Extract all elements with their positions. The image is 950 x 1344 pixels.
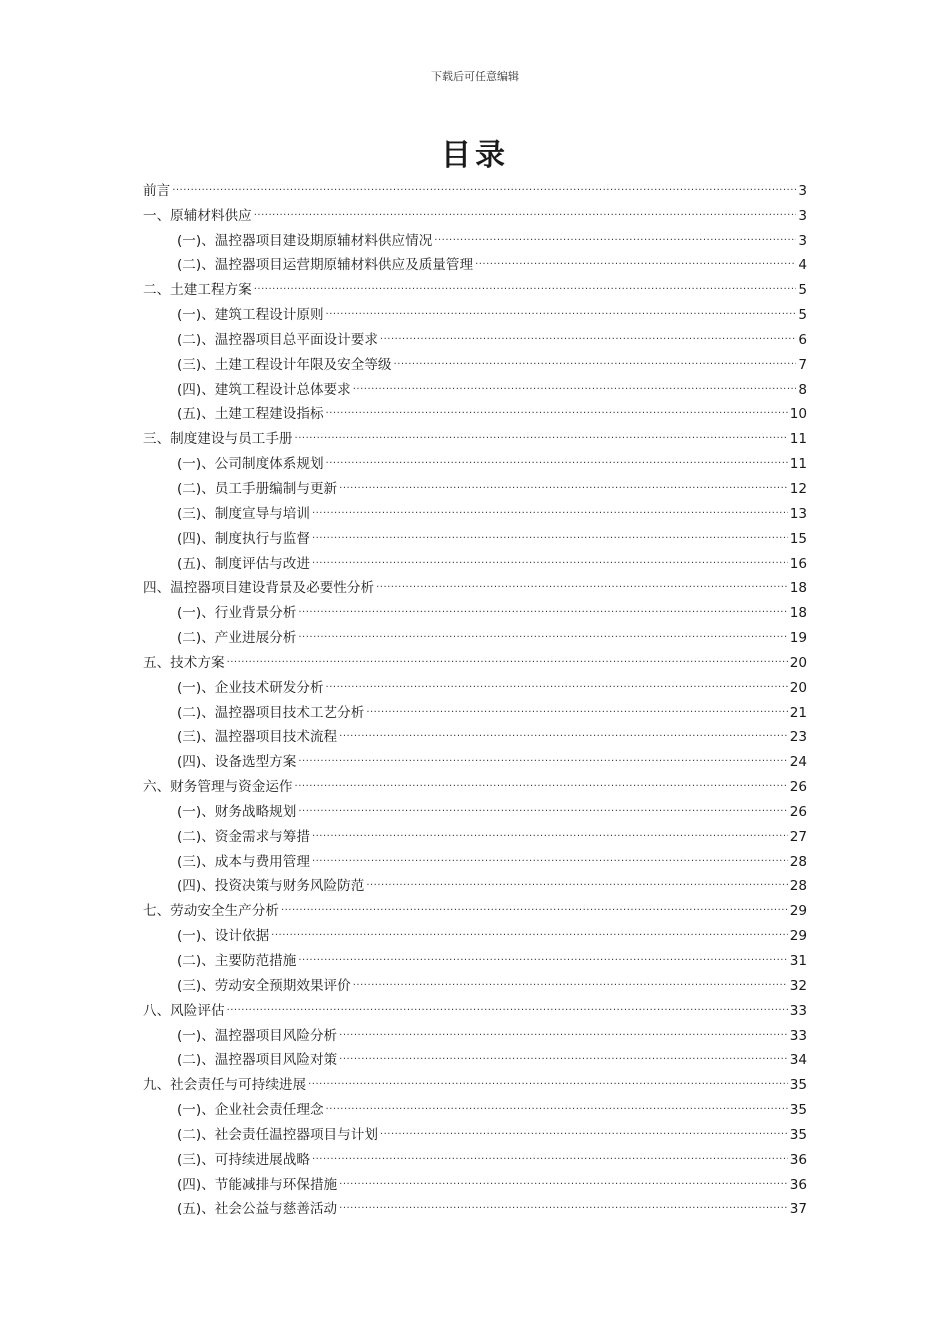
toc-entry-page-number: 37 bbox=[789, 1201, 807, 1218]
toc-entry-label: (五)、制度评估与改进 bbox=[177, 555, 310, 572]
toc-leader-dots bbox=[271, 923, 788, 943]
page-header: 下载后可任意编辑 bbox=[431, 70, 519, 83]
toc-entry[interactable] bbox=[143, 996, 807, 1021]
toc-leader-dots bbox=[434, 228, 796, 248]
toc-entry-page-number: 35 bbox=[789, 1077, 807, 1094]
toc-entry[interactable] bbox=[143, 1070, 807, 1095]
toc-entry[interactable] bbox=[143, 350, 807, 375]
toc-entry[interactable] bbox=[143, 400, 807, 425]
toc-entry-page-number: 3 bbox=[798, 207, 807, 224]
toc-entry[interactable] bbox=[143, 598, 807, 623]
toc-entry[interactable] bbox=[143, 1095, 807, 1120]
toc-leader-dots bbox=[281, 898, 788, 918]
toc-entry-label: (三)、制度宣导与培训 bbox=[177, 505, 310, 522]
toc-entry-page-number: 23 bbox=[789, 729, 807, 746]
toc-leader-dots bbox=[353, 377, 797, 397]
toc-entry[interactable] bbox=[143, 872, 807, 897]
toc-entry[interactable] bbox=[143, 1145, 807, 1170]
toc-entry[interactable] bbox=[143, 524, 807, 549]
toc-leader-dots bbox=[366, 700, 787, 720]
toc-entry[interactable] bbox=[143, 723, 807, 748]
toc-leader-dots bbox=[308, 1072, 788, 1092]
toc-entry[interactable] bbox=[143, 797, 807, 822]
toc-entry-page-number: 19 bbox=[789, 630, 807, 647]
toc-leader-dots bbox=[227, 998, 788, 1018]
toc-leader-dots bbox=[326, 1097, 788, 1117]
toc-entry[interactable] bbox=[143, 673, 807, 698]
toc-entry-label: (一)、企业社会责任理念 bbox=[177, 1102, 324, 1119]
toc-entry-page-number: 36 bbox=[789, 1151, 807, 1168]
toc-leader-dots bbox=[295, 774, 788, 794]
toc-entry-page-number: 20 bbox=[789, 654, 807, 671]
toc-entry[interactable] bbox=[143, 946, 807, 971]
toc-entry[interactable] bbox=[143, 896, 807, 921]
toc-entry-page-number: 5 bbox=[798, 282, 807, 299]
toc-entry-label: (三)、可持续进展战略 bbox=[177, 1151, 310, 1168]
toc-leader-dots bbox=[380, 327, 796, 347]
toc-leader-dots bbox=[298, 948, 787, 968]
toc-entry-page-number: 5 bbox=[798, 307, 807, 324]
toc-leader-dots bbox=[312, 1147, 788, 1167]
toc-entry-label: (一)、公司制度体系规划 bbox=[177, 456, 324, 473]
toc-entry-label: (二)、温控器项目运营期原辅材料供应及质量管理 bbox=[177, 257, 474, 274]
toc-entry-label: (二)、资金需求与筹措 bbox=[177, 828, 310, 845]
toc-leader-dots bbox=[227, 650, 788, 670]
toc-entry-page-number: 21 bbox=[789, 704, 807, 721]
toc-entry-page-number: 24 bbox=[789, 754, 807, 771]
toc-entry[interactable] bbox=[143, 648, 807, 673]
toc-leader-dots bbox=[295, 426, 788, 446]
toc-entry-page-number: 31 bbox=[789, 953, 807, 969]
toc-entry-label: (三)、温控器项目技术流程 bbox=[177, 729, 338, 746]
toc-entry[interactable] bbox=[143, 698, 807, 723]
toc-entry[interactable] bbox=[143, 1046, 807, 1071]
toc-entry-page-number: 4 bbox=[798, 257, 807, 274]
toc-entry-label: (四)、设备选型方案 bbox=[177, 754, 297, 771]
toc-leader-dots bbox=[326, 675, 788, 695]
toc-entry-page-number: 29 bbox=[789, 903, 807, 920]
toc-entry-label: (三)、劳动安全预期效果评价 bbox=[177, 977, 351, 994]
toc-entry-page-number: 20 bbox=[789, 679, 807, 696]
toc-leader-dots bbox=[298, 799, 787, 819]
toc-entry-label: (一)、温控器项目建设期原辅材料供应情况 bbox=[177, 232, 433, 249]
toc-entry-label: 一、原辅材料供应 bbox=[143, 207, 252, 224]
toc-entry[interactable] bbox=[143, 300, 807, 325]
toc-leader-dots bbox=[339, 724, 788, 744]
toc-entry-label: 八、风险评估 bbox=[143, 1002, 225, 1019]
toc-entry[interactable] bbox=[143, 847, 807, 872]
toc-entry[interactable] bbox=[143, 549, 807, 574]
toc-leader-dots bbox=[298, 749, 787, 769]
toc-entry-label: (四)、投资决策与财务风险防范 bbox=[177, 878, 365, 895]
toc-entry-label: (二)、温控器项目总平面设计要求 bbox=[177, 331, 378, 348]
toc-entry[interactable] bbox=[143, 375, 807, 400]
toc-entry-label: 九、社会责任与可持续进展 bbox=[143, 1077, 307, 1094]
toc-entry-label: (一)、行业背景分析 bbox=[177, 605, 297, 622]
toc-entry-label: (一)、温控器项目风险分析 bbox=[177, 1027, 338, 1044]
toc-leader-dots bbox=[254, 277, 797, 297]
toc-entry[interactable] bbox=[143, 1170, 807, 1195]
toc-entry-label: (五)、社会公益与慈善活动 bbox=[177, 1201, 338, 1218]
toc-entry-page-number: 32 bbox=[789, 977, 807, 994]
toc-entry-page-number: 13 bbox=[789, 505, 807, 522]
toc-entry[interactable] bbox=[143, 1195, 807, 1220]
toc-entry[interactable] bbox=[143, 623, 807, 648]
toc-entry-label: 七、劳动安全生产分析 bbox=[143, 903, 279, 920]
toc-entry-label: 前言 bbox=[143, 182, 171, 199]
toc-entry[interactable] bbox=[143, 201, 807, 226]
toc-entry[interactable] bbox=[143, 574, 807, 599]
toc-entry-label: (一)、企业技术研发分析 bbox=[177, 679, 324, 696]
toc-entry-page-number: 29 bbox=[789, 928, 807, 945]
toc-entry[interactable] bbox=[143, 325, 807, 350]
toc-entry[interactable] bbox=[143, 772, 807, 797]
toc-leader-dots bbox=[339, 1023, 788, 1043]
toc-leader-dots bbox=[339, 1047, 788, 1067]
page-title: 目录 bbox=[441, 138, 509, 173]
toc-leader-dots bbox=[326, 401, 788, 421]
toc-entry-page-number: 28 bbox=[789, 853, 807, 870]
toc-entry-label: (二)、温控器项目技术工艺分析 bbox=[177, 704, 365, 721]
toc-leader-dots bbox=[376, 575, 788, 595]
toc-entry-label: (一)、设计依据 bbox=[177, 928, 270, 945]
toc-leader-dots bbox=[172, 178, 796, 198]
toc-leader-dots bbox=[339, 476, 788, 496]
toc-entry-page-number: 15 bbox=[789, 530, 807, 547]
toc-entry-label: 四、温控器项目建设背景及必要性分析 bbox=[143, 580, 375, 597]
toc-entry-label: (二)、产业进展分析 bbox=[177, 630, 297, 647]
toc-entry-page-number: 34 bbox=[789, 1052, 807, 1069]
toc-entry-page-number: 3 bbox=[798, 182, 807, 199]
toc-entry-label: (三)、成本与费用管理 bbox=[177, 853, 310, 870]
toc-entry-page-number: 28 bbox=[789, 878, 807, 895]
toc-entry[interactable] bbox=[143, 921, 807, 946]
toc-entry-label: (一)、财务战略规划 bbox=[177, 803, 297, 820]
toc-entry-page-number: 12 bbox=[789, 480, 807, 497]
toc-entry-label: (二)、主要防范措施 bbox=[177, 953, 297, 969]
toc-leader-dots bbox=[312, 501, 788, 521]
toc-entry[interactable] bbox=[143, 971, 807, 996]
toc-entry[interactable] bbox=[143, 1021, 807, 1046]
toc-entry[interactable] bbox=[143, 1120, 807, 1145]
toc-entry[interactable] bbox=[143, 176, 807, 201]
toc-entry-page-number: 10 bbox=[789, 406, 807, 423]
toc-entry[interactable] bbox=[143, 251, 807, 276]
toc-entry-page-number: 11 bbox=[789, 456, 807, 473]
toc-entry-page-number: 6 bbox=[798, 331, 807, 348]
toc-leader-dots bbox=[394, 352, 797, 372]
toc-leader-dots bbox=[312, 551, 788, 571]
toc-leader-dots bbox=[339, 1196, 788, 1216]
toc-leader-dots bbox=[366, 873, 787, 893]
toc-leader-dots bbox=[353, 973, 788, 993]
toc-entry[interactable] bbox=[143, 275, 807, 300]
toc-entry-page-number: 35 bbox=[789, 1126, 807, 1143]
toc-entry[interactable] bbox=[143, 226, 807, 251]
toc-entry[interactable] bbox=[143, 424, 807, 449]
toc-leader-dots bbox=[326, 451, 788, 471]
toc-entry-page-number: 18 bbox=[789, 580, 807, 597]
toc-leader-dots bbox=[339, 1172, 788, 1192]
toc-entry-label: (二)、温控器项目风险对策 bbox=[177, 1052, 338, 1069]
toc-entry[interactable] bbox=[143, 822, 807, 847]
toc-leader-dots bbox=[298, 600, 787, 620]
toc-entry-page-number: 26 bbox=[789, 803, 807, 820]
toc-entry[interactable] bbox=[143, 474, 807, 499]
toc-entry-label: (二)、员工手册编制与更新 bbox=[177, 480, 338, 497]
toc-leader-dots bbox=[380, 1122, 788, 1142]
toc-entry-label: 五、技术方案 bbox=[143, 654, 225, 671]
toc-leader-dots bbox=[254, 203, 797, 223]
toc-entry-label: 三、制度建设与员工手册 bbox=[143, 431, 293, 448]
toc-entry-page-number: 27 bbox=[789, 828, 807, 845]
toc-entry-page-number: 26 bbox=[789, 779, 807, 796]
toc-entry-page-number: 18 bbox=[789, 605, 807, 622]
toc-entry-label: (四)、建筑工程设计总体要求 bbox=[177, 381, 351, 398]
toc-entry-page-number: 7 bbox=[798, 356, 807, 373]
table-of-contents bbox=[143, 176, 807, 1219]
toc-entry-page-number: 33 bbox=[789, 1027, 807, 1044]
toc-entry-label: (四)、制度执行与监督 bbox=[177, 530, 310, 547]
toc-entry-label: 二、土建工程方案 bbox=[143, 282, 252, 299]
toc-entry-page-number: 33 bbox=[789, 1002, 807, 1019]
toc-entry-page-number: 35 bbox=[789, 1102, 807, 1119]
toc-entry[interactable] bbox=[143, 499, 807, 524]
toc-leader-dots bbox=[312, 849, 788, 869]
toc-entry-page-number: 16 bbox=[789, 555, 807, 572]
toc-leader-dots bbox=[312, 526, 788, 546]
toc-entry-label: (五)、土建工程建设指标 bbox=[177, 406, 324, 423]
toc-entry-page-number: 3 bbox=[798, 232, 807, 249]
toc-entry-page-number: 36 bbox=[789, 1176, 807, 1193]
toc-entry-page-number: 8 bbox=[798, 381, 807, 398]
toc-entry[interactable] bbox=[143, 449, 807, 474]
toc-entry-label: (四)、节能减排与环保措施 bbox=[177, 1176, 338, 1193]
toc-entry-label: 六、财务管理与资金运作 bbox=[143, 779, 293, 796]
toc-leader-dots bbox=[298, 625, 787, 645]
toc-leader-dots bbox=[475, 252, 796, 272]
toc-entry-label: (二)、社会责任温控器项目与计划 bbox=[177, 1126, 378, 1143]
toc-entry-label: (一)、建筑工程设计原则 bbox=[177, 307, 324, 324]
toc-entry[interactable] bbox=[143, 747, 807, 772]
toc-entry-label: (三)、土建工程设计年限及安全等级 bbox=[177, 356, 392, 373]
toc-leader-dots bbox=[326, 302, 797, 322]
toc-leader-dots bbox=[312, 824, 788, 844]
toc-entry-page-number: 11 bbox=[789, 431, 807, 448]
